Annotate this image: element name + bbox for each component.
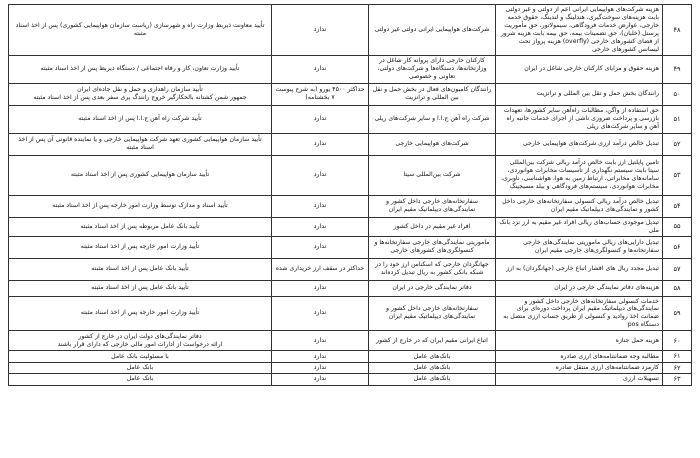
applicant-cell: رانندگان کامیون‌های فعال در بخش حمل و نقل بین المللی و ترانزیت — [369, 83, 496, 105]
applicant-cell: بانک‌های عامل — [369, 374, 496, 385]
item-description: هزینه حقوق و مزایای کارکنان خارجی شاغل در ایران — [496, 55, 663, 83]
row-number: ۵۶ — [663, 236, 692, 258]
row-number: ۵۹ — [663, 296, 692, 331]
applicant-cell: شرکت راه آهن ج.ا.ا و سایر شرکت‌های ریلی — [369, 105, 496, 133]
applicant-cell: دفاتر نمایندگی خارجی در ایران — [369, 280, 496, 296]
table-row — [9, 280, 692, 296]
item-description: هزینه‌های دفاتر نمایندگی خارجی در ایران — [496, 280, 663, 296]
conditions-cell: تأیید معاونت ذیربط وزارت راه و شهرسازی (ریاست سازمان هواپیمایی کشوری) پس از اخذ اسناد مثبته — [9, 5, 272, 56]
item-description: تبدیل دارایی‌های ریالی ماموریتی نمایندگی‌های خارجی سفارتخانه‌ها و کنسولگری‌های خارجی مقیم ایران — [496, 236, 663, 258]
table-row — [9, 133, 692, 155]
conditions-cell: تأیید وزارت تعاون، کار و رفاه اجتماعی / دستگاه ذیربط پس از اخذ اسناد مثبته — [9, 55, 272, 83]
limit-cell: حداکثر ۴۵۰۰ یورو (به شرح پیوست ۷ بخشنامه) — [272, 83, 369, 105]
table-row — [9, 195, 692, 217]
row-number: ۶۱ — [663, 351, 692, 362]
item-description: تبدیل خالص درآمد ریالی کنسولی سفارتخانه‌های خارجی داخل کشور و نمایندگی‌های دیپلماتیک مقیم ایران — [496, 195, 663, 217]
limit-cell: حداکثر در سقف ارز خریداری شده — [272, 258, 369, 280]
item-description: تبدیل خالص درآمد ارزی شرکت‌های هواپیمایی خارجی — [496, 133, 663, 155]
applicant-cell: شرکت بین‌المللی سیتا — [369, 155, 496, 195]
table-body — [9, 5, 692, 386]
applicant-cell: جهانگردان خارجی که اسکناس ارز خود را در شبکه بانکی کشور به ریال تبدیل کرده‌اند — [369, 258, 496, 280]
table-row — [9, 55, 692, 83]
conditions-cell: تأیید بانک عامل مربوطه پس از اخذ اسناد مثبته — [9, 217, 272, 236]
row-number: ۵۵ — [663, 217, 692, 236]
item-description: هزینه شرکت‌های هواپیمایی ایرانی اعم از دولتی و غیر دولتی بابت هزینه‌های سوخت‌گیری، هندلینگ و لندینگ، حقوق خدمه خارجی، عوارض خدمات فرودگاهی، سیمولاتور، حق مأموریت پرسنل (خلبان)، حق تضمینات بیمه، حق بیمه بابت هزینه شرور از فضای کشورهای خارجی (overfly) هزینه پرواز تحت لیسانس کشورهای خارجی — [496, 5, 663, 56]
item-description: هزینه حمل جنازه — [496, 331, 663, 351]
conditions-cell: تأیید سازمان راهداری و حمل و نقل جاده‌ای ایران جمهور شمن کشتانه بالحکارگیر خروج رانندگ پری سفر بعدی پس از اخذ اسناد مثبته — [9, 83, 272, 105]
regulation-table — [8, 4, 692, 386]
limit-cell: ندارد — [272, 362, 369, 373]
limit-cell: ندارد — [272, 217, 369, 236]
row-number: ۵۲ — [663, 133, 692, 155]
document-page — [8, 4, 692, 454]
conditions-cell: تأیید بانک عامل پس از اخذ اسناد مثبته — [9, 258, 272, 280]
conditions-cell: تأیید بانک عامل پس از اخذ اسناد مثبته — [9, 280, 272, 296]
applicant-cell: کارکنان خارجی دارای پروانه کار شاغل در وزارتخانه‌ها، دستگاه‌ها و شرکت‌های دولتی، تعاونی و خصوصی — [369, 55, 496, 83]
table-row — [9, 374, 692, 385]
conditions-cell: با مسئولیت بانک عامل — [9, 351, 272, 362]
limit-cell: ندارد — [272, 351, 369, 362]
conditions-cell: بانک عامل — [9, 362, 272, 373]
conditions-cell: تأیید سازمان هواپیمایی کشوری تعهد شرکت هواپیمایی خارجی و یا نماینده قانونی آن پس از اخذ اسناد مثبته — [9, 133, 272, 155]
conditions-cell: دفاتر نمایندگی‌های دولت ایران در خارج از کشور ارائه درخواست از ادارات امور مالی خارجی که دارای قرار باشند — [9, 331, 272, 351]
applicant-cell: شرکت‌های هواپیمایی ایرانی دولتی غیر دولتی — [369, 5, 496, 56]
item-description: کارمزد ضمانتنامه‌های ارزی منتقل صادره — [496, 362, 663, 373]
limit-cell: ندارد — [272, 105, 369, 133]
item-description: رانندگان بخش حمل و نقل بین المللی و ترانزیت — [496, 83, 663, 105]
row-number: ۴۹ — [663, 55, 692, 83]
limit-cell: ندارد — [272, 195, 369, 217]
applicant-cell: بانک‌های عامل — [369, 351, 496, 362]
table-row — [9, 155, 692, 195]
table-row — [9, 296, 692, 331]
item-description: تبدیل مجدد ریال های اقشار اتباع خارجی (جهانگردان) به ارز — [496, 258, 663, 280]
limit-cell: ندارد — [272, 155, 369, 195]
row-number: ۵۷ — [663, 258, 692, 280]
conditions-cell: تأیید سازمان هواپیمایی کشوری پس از اخذ اسناد مثبته — [9, 155, 272, 195]
table-row — [9, 331, 692, 351]
row-number: ۵۰ — [663, 83, 692, 105]
table-row — [9, 217, 692, 236]
conditions-cell: تأیید اسناد و مدارک توسط وزارت امور خارجه پس از اخذ اسناد مثبته — [9, 195, 272, 217]
limit-cell: ندارد — [272, 5, 369, 56]
item-description: تامین پایلتیل ارز بابت خالص درآمد ریالی شرکت بین‌المللی سیتا بابت سیستم نگهداری از تأسیسات مخابرات هوانوردی، سامانه‌های مخابراتی، ارتباط زمین به هوا، هواشناسی، ناوبری، مخابرات هوانوردی، سیستم‌های فرودگاهی و بیلد مسیجینگ — [496, 155, 663, 195]
table-row — [9, 351, 692, 362]
row-number: ۵۸ — [663, 280, 692, 296]
limit-cell: ندارد — [272, 296, 369, 331]
table-row — [9, 362, 692, 373]
limit-cell: ندارد — [272, 55, 369, 83]
row-number: ۶۰ — [663, 331, 692, 351]
applicant-cell: شرکت‌های هواپیمایی خارجی — [369, 133, 496, 155]
conditions-cell: بانک عامل — [9, 374, 272, 385]
table-row — [9, 258, 692, 280]
limit-cell: ندارد — [272, 133, 369, 155]
limit-cell: ندارد — [272, 331, 369, 351]
table-row — [9, 105, 692, 133]
row-number: ۶۲ — [663, 362, 692, 373]
applicant-cell: سفارتخانه‌های خارجی داخل کشور و نمایندگی‌های دیپلماتیک مقیم ایران — [369, 296, 496, 331]
limit-cell: ندارد — [272, 280, 369, 296]
item-description: مطالبه وجه ضمانتنامه‌های ارزی صادره — [496, 351, 663, 362]
table-row — [9, 5, 692, 56]
item-description: تسهیلات ارزی — [496, 374, 663, 385]
row-number: ۵۳ — [663, 155, 692, 195]
table-row — [9, 236, 692, 258]
conditions-cell: تأیید شرکت راه آهن ج.ا.ا پس از اخذ اسناد مثبته — [9, 105, 272, 133]
limit-cell: ندارد — [272, 374, 369, 385]
applicant-cell: ماموریتی نمایندگی‌های خارجی سفارتخانه‌ها و کنسولگری‌های کشورهای خارجی — [369, 236, 496, 258]
item-description: خدمات کنسولی سفارتخانه‌های خارجی داخل کشور و نمایندگی‌های دیپلماتیک مقیم ایران پرداخت دوره‌ای برای ضمانت اخذ روادید و کنسولی از طریق حساب ارزی متصل به دستگاه pos — [496, 296, 663, 331]
item-description: حق استفاده از واگن، مطالبات راه‌آهن سایر کشورها، تعهدات بازرسی و پرداخت ضروری ناشی از اجرای خدمات جانبه راه آهن و سایر شرکت‌های ریلی — [496, 105, 663, 133]
conditions-cell: تأیید وزارت امور خارجه پس از اخذ اسناد مثبته — [9, 296, 272, 331]
conditions-cell: تأیید وزارت امور خارجه پس از اخذ اسناد مثبته — [9, 236, 272, 258]
applicant-cell: افراد غیر مقیم در داخل کشور — [369, 217, 496, 236]
applicant-cell: اتباع ایرانی مقیم ایران که در خارج از کشور — [369, 331, 496, 351]
item-description: تبدیل موجودی حساب‌های ریالی افراد غیر مقیم به ارز نزد بانک ملی — [496, 217, 663, 236]
row-number: ۵۱ — [663, 105, 692, 133]
limit-cell: ندارد — [272, 236, 369, 258]
applicant-cell: سفارتخانه‌های خارجی داخل کشور و نمایندگی‌های دیپلماتیک مقیم ایران — [369, 195, 496, 217]
row-number: ۶۳ — [663, 374, 692, 385]
table-row — [9, 83, 692, 105]
row-number: ۵۴ — [663, 195, 692, 217]
applicant-cell: بانک‌های عامل — [369, 362, 496, 373]
row-number: ۴۸ — [663, 5, 692, 56]
